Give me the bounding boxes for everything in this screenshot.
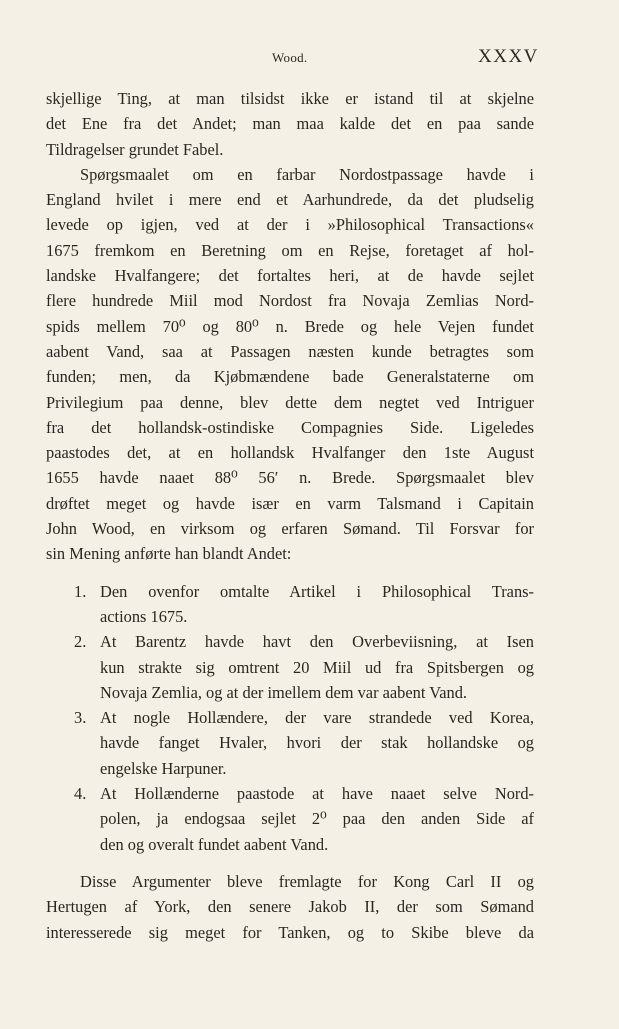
list-item-number: 4.: [74, 784, 87, 804]
text-line: Disse Argumenter bleve fremlagte for Kong Carl II og: [80, 871, 534, 891]
text-line: fra det hollandsk-ostindiske Compagnies Side. Ligeledes: [46, 417, 534, 437]
text-line: actions 1675.: [100, 606, 188, 626]
text-line: Hertugen af York, den senere Jakob II, der som Sømand: [46, 897, 534, 917]
text-line: kun strakte sig omtrent 20 Miil ud fra Spitsbergen og: [100, 657, 534, 677]
paragraph-northeast-passage: [46, 162, 534, 567]
body-text: [46, 86, 534, 945]
text-line: At Hollænderne paastode at have naaet selve Nord-: [100, 784, 534, 804]
numbered-argument-list: [46, 579, 534, 857]
text-line: det Ene fra det Andet; man maa kalde det en paa sande: [46, 114, 534, 134]
list-item-number: 1.: [74, 581, 87, 601]
page-number: XXXV: [478, 46, 539, 67]
text-line: 1675 fremkom en Beretning om en Rejse, foretaget af hol-: [46, 240, 534, 260]
text-line: aabent Vand, saa at Passagen næsten kunde betragtes som: [46, 341, 534, 361]
list-item: [46, 705, 534, 781]
text-line: landske Hvalfangere; det fortaltes heri, at de havde sejlet: [46, 266, 534, 286]
text-line: 1655 havde naaet 88⁰ 56′ n. Brede. Spørgsmaalet blev: [46, 468, 534, 488]
text-line: paastodes det, at en hollandsk Hvalfanger den 1ste August: [46, 443, 534, 463]
text-line: England hvilet i mere end et Aarhundrede, da det pludselig: [46, 190, 534, 210]
text-line: drøftet meget og havde især en varm Talsmand i Capitain: [46, 493, 534, 513]
text-line: Privilegium paa denne, blev dette dem negtet ved Intriguer: [46, 392, 534, 412]
text-line: engelske Harpuner.: [100, 758, 227, 778]
paragraph-closing: [46, 869, 534, 945]
list-item: [46, 579, 534, 630]
text-line: At nogle Hollændere, der vare strandede ved Korea,: [100, 708, 534, 728]
list-item: [46, 629, 534, 705]
text-line: spids mellem 70⁰ og 80⁰ n. Brede og hele Vejen fundet: [46, 316, 534, 336]
text-line: sin Mening anførte han blandt Andet:: [46, 544, 292, 564]
text-line: havde fanget Hvaler, hvori der stak hollandske og: [100, 733, 534, 753]
list-item-number: 2.: [74, 632, 87, 652]
text-line: skjellige Ting, at man tilsidst ikke er istand til at skjelne: [46, 89, 534, 108]
text-line: At Barentz havde havt den Overbeviisning, at Isen: [100, 632, 534, 652]
text-line: John Wood, en virksom og erfaren Sømand. Til Forsvar for: [46, 519, 534, 539]
text-line: Novaja Zemlia, og at der imellem dem var aabent Vand.: [100, 682, 467, 702]
list-item-number: 3.: [74, 708, 87, 728]
text-line: Spørgsmaalet om en farbar Nordostpassage havde i: [80, 164, 534, 184]
text-line: Tildragelser grundet Fabel.: [46, 139, 224, 159]
text-line: levede op igjen, ved at der i »Philosophical Transactions«: [46, 215, 534, 235]
text-line: Den ovenfor omtalte Artikel i Philosophical Trans-: [100, 581, 534, 601]
text-line: den og overalt fundet aabent Vand.: [100, 834, 329, 854]
list-item: [46, 781, 534, 857]
text-line: flere hundrede Miil mod Nordost fra Novaja Zemlias Nord-: [46, 291, 534, 311]
paragraph-continuation: [46, 86, 534, 162]
text-line: polen, ja endogsaa sejlet 2⁰ paa den anden Side af: [100, 809, 534, 829]
running-head: Wood.: [272, 50, 308, 65]
page-header: [0, 44, 619, 74]
text-line: interesserede sig meget for Tanken, og to Skibe bleve da: [46, 922, 534, 942]
text-line: funden; men, da Kjøbmændene bade Generalstaterne om: [46, 367, 534, 387]
